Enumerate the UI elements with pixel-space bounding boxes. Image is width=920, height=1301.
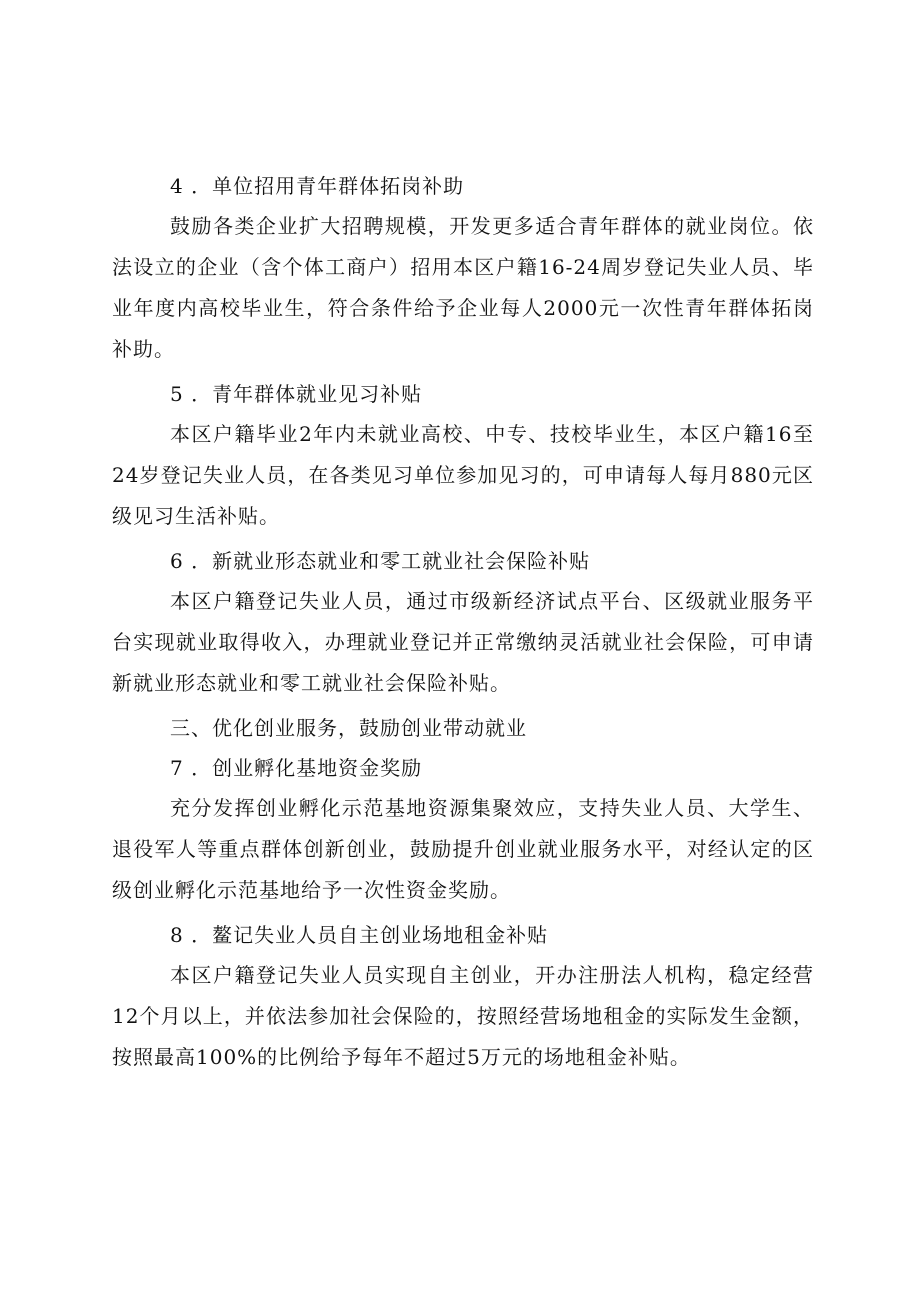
document-body: [112, 166, 814, 1078]
section-body-8: 本区户籍登记失业人员实现自主创业，开办注册法人机构，稳定经营12个月以上，并依法参加社会保险的，按照经营场地租金的实际发生金额，按照最高100%的比例给予每年不超过5万元的场地租金补贴。: [112, 963, 814, 1069]
section-body-4: 鼓励各类企业扩大招聘规模，开发更多适合青年群体的就业岗位。依法设立的企业（含个体工商户）招用本区户籍16-24周岁登记失业人员、毕业年度内高校毕业生，符合条件给予企业每人2000元一次性青年群体拓岗补助。: [112, 214, 814, 361]
section-heading-7: 7 ．创业孵化基地资金奖励: [170, 756, 423, 780]
section-body-5: 本区户籍毕业2年内未就业高校、中专、技校毕业生，本区户籍16至24岁登记失业人员，在各类见习单位参加见习的，可申请每人每月880元区级见习生活补贴。: [112, 422, 814, 528]
chapter-heading-3: 三、优化创业服务，鼓励创业带动就业: [170, 716, 527, 740]
section-heading-5: 5 ．青年群体就业见习补贴: [170, 382, 423, 406]
section-heading-8: 8 ．鳌记失业人员自主创业场地租金补贴: [170, 923, 549, 947]
section-body-7: 充分发挥创业孵化示范基地资源集聚效应，支持失业人员、大学生、退役军人等重点群体创新创业，鼓励提升创业就业服务水平，对经认定的区级创业孵化示范基地给予一次性资金奖励。: [112, 796, 814, 902]
section-body-6: 本区户籍登记失业人员，通过市级新经济试点平台、区级就业服务平台实现就业取得收入，办理就业登记并正常缴纳灵活就业社会保险，可申请新就业形态就业和零工就业社会保险补贴。: [112, 589, 814, 695]
section-heading-4: 4 ．单位招用青年群体拓岗补助: [170, 174, 465, 198]
section-heading-6: 6 ．新就业形态就业和零工就业社会保险补贴: [170, 549, 591, 573]
